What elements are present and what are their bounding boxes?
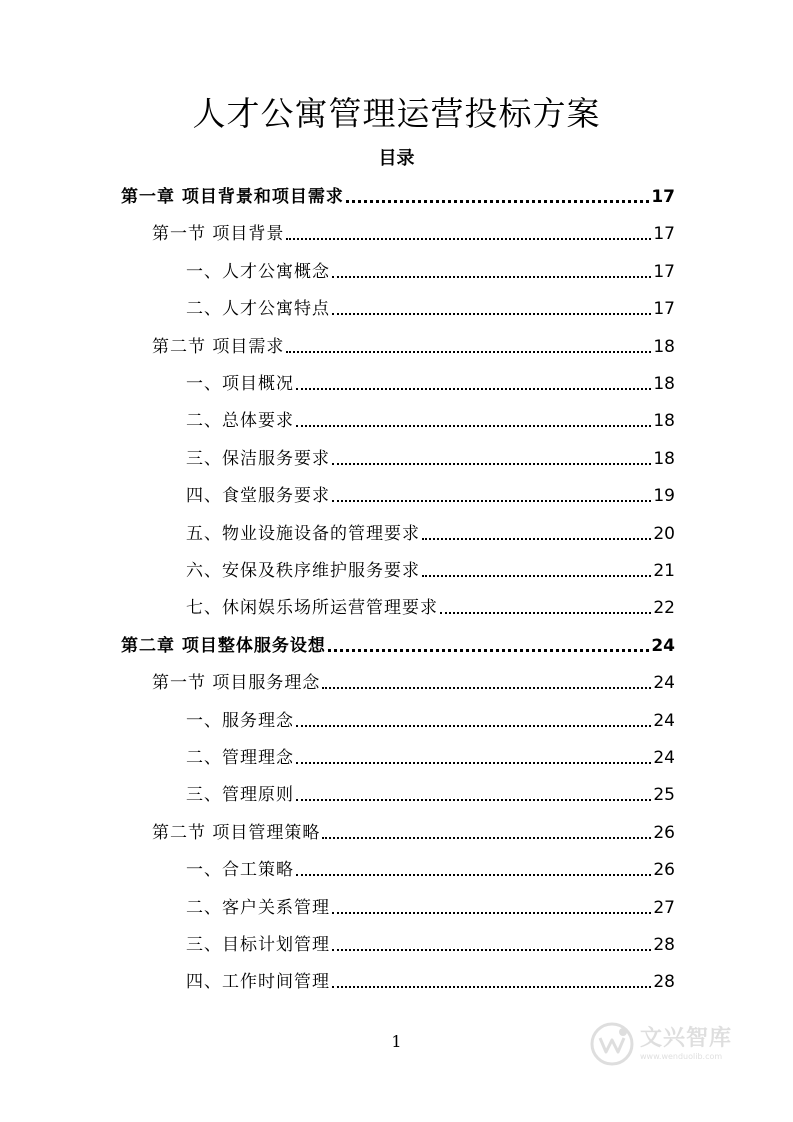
toc-entry-level-2[interactable] bbox=[152, 215, 675, 245]
toc-dot-leader bbox=[296, 425, 651, 427]
toc-dot-leader bbox=[296, 725, 651, 727]
toc-dot-leader bbox=[346, 200, 649, 203]
toc-dot-leader bbox=[332, 986, 651, 988]
toc-entry-level-3[interactable] bbox=[186, 889, 675, 919]
toc-dot-leader bbox=[296, 388, 651, 390]
toc-entry-level-3[interactable] bbox=[186, 963, 675, 993]
toc-entry-page: 24 bbox=[653, 748, 675, 768]
toc-entry-page: 28 bbox=[653, 972, 675, 992]
toc-dot-leader bbox=[328, 649, 649, 652]
toc-entry-label: 六、安保及秩序维护服务要求 bbox=[186, 561, 420, 581]
toc-entry-label: 第一章 项目背景和项目需求 bbox=[121, 187, 344, 207]
toc-entry-level-3[interactable] bbox=[186, 477, 675, 507]
toc-entry-label: 四、工作时间管理 bbox=[186, 972, 330, 992]
toc-entry-page: 18 bbox=[653, 449, 675, 469]
toc-entry-level-3[interactable] bbox=[186, 926, 675, 956]
toc-entry-label: 七、休闲娱乐场所运营管理要求 bbox=[186, 598, 438, 618]
toc-entry-page: 26 bbox=[653, 860, 675, 880]
toc-entry-label: 二、客户关系管理 bbox=[186, 898, 330, 918]
toc-entry-level-3[interactable] bbox=[186, 851, 675, 881]
toc-entry-label: 二、管理理念 bbox=[186, 748, 294, 768]
toc-entry-page: 24 bbox=[651, 636, 675, 656]
document-title: 人才公寓管理运营投标方案 bbox=[192, 94, 601, 133]
toc-dot-leader bbox=[332, 463, 651, 465]
toc-dot-leader bbox=[322, 687, 651, 689]
toc-entry-label: 二、总体要求 bbox=[186, 411, 294, 431]
toc-dot-leader bbox=[286, 238, 651, 240]
toc-entry-label: 第二章 项目整体服务设想 bbox=[121, 636, 326, 656]
toc-entry-level-3[interactable] bbox=[186, 253, 675, 283]
toc-entry-label: 第一节 项目背景 bbox=[152, 224, 285, 244]
toc-entry-level-2[interactable] bbox=[152, 814, 675, 844]
toc-entry-level-2[interactable] bbox=[152, 328, 675, 358]
toc-entry-label: 四、食堂服务要求 bbox=[186, 486, 330, 506]
toc-dot-leader bbox=[332, 949, 651, 951]
toc-entry-level-3[interactable] bbox=[186, 589, 675, 619]
toc-entry-label: 三、管理原则 bbox=[186, 785, 294, 805]
toc-entry-level-2[interactable] bbox=[152, 664, 675, 694]
toc-entry-page: 17 bbox=[653, 224, 675, 244]
toc-entry-level-3[interactable] bbox=[186, 739, 675, 769]
toc-entry-level-3[interactable] bbox=[186, 402, 675, 432]
toc-entry-label: 第一节 项目服务理念 bbox=[152, 673, 321, 693]
toc-entry-label: 三、保洁服务要求 bbox=[186, 449, 330, 469]
toc-entry-label: 三、目标计划管理 bbox=[186, 935, 330, 955]
toc-dot-leader bbox=[422, 538, 651, 540]
toc-dot-leader bbox=[332, 276, 651, 278]
toc-dot-leader bbox=[440, 612, 651, 614]
toc-entry-level-3[interactable] bbox=[186, 552, 675, 582]
toc-entry-page: 19 bbox=[653, 486, 675, 506]
watermark bbox=[590, 1018, 760, 1070]
toc-entry-page: 26 bbox=[653, 823, 675, 843]
toc-entry-page: 20 bbox=[653, 524, 675, 544]
toc-entry-level-3[interactable] bbox=[186, 440, 675, 470]
toc-entry-level-3[interactable] bbox=[186, 290, 675, 320]
toc-dot-leader bbox=[296, 799, 651, 801]
toc-entry-page: 27 bbox=[653, 898, 675, 918]
toc-dot-leader bbox=[422, 575, 651, 577]
toc-entry-label: 第二节 项目管理策略 bbox=[152, 823, 321, 843]
page-number: 1 bbox=[391, 1032, 402, 1051]
toc-entry-label: 一、服务理念 bbox=[186, 711, 294, 731]
toc-entry-level-1[interactable] bbox=[121, 627, 675, 657]
toc-entry-page: 21 bbox=[653, 561, 675, 581]
toc-dot-leader bbox=[332, 500, 651, 502]
toc-entry-level-3[interactable] bbox=[186, 702, 675, 732]
toc-entry-level-3[interactable] bbox=[186, 515, 675, 545]
watermark-url: www.wenduolib.com bbox=[640, 1052, 723, 1061]
toc-entry-label: 五、物业设施设备的管理要求 bbox=[186, 524, 420, 544]
toc-entry-page: 17 bbox=[653, 262, 675, 282]
watermark-name: 文兴智库 bbox=[640, 1026, 733, 1051]
toc-heading: 目录 bbox=[378, 148, 415, 169]
toc-entry-label: 二、人才公寓特点 bbox=[186, 299, 330, 319]
toc-entry-page: 24 bbox=[653, 711, 675, 731]
toc-dot-leader bbox=[286, 351, 651, 353]
toc-entry-page: 25 bbox=[653, 785, 675, 805]
toc-entry-level-3[interactable] bbox=[186, 776, 675, 806]
toc-entry-page: 18 bbox=[653, 337, 675, 357]
toc-entry-page: 18 bbox=[653, 374, 675, 394]
toc-entry-page: 17 bbox=[651, 187, 675, 207]
toc-entry-page: 22 bbox=[653, 598, 675, 618]
toc-entry-page: 18 bbox=[653, 411, 675, 431]
toc-entry-page: 24 bbox=[653, 673, 675, 693]
toc-entry-label: 第二节 项目需求 bbox=[152, 337, 285, 357]
toc-entry-level-1[interactable] bbox=[121, 178, 675, 208]
toc-dot-leader bbox=[322, 837, 651, 839]
toc-dot-leader bbox=[296, 762, 651, 764]
toc-dot-leader bbox=[332, 313, 651, 315]
toc-entry-page: 28 bbox=[653, 935, 675, 955]
toc-entry-label: 一、合工策略 bbox=[186, 860, 294, 880]
toc-dot-leader bbox=[332, 912, 651, 914]
toc-entry-label: 一、人才公寓概念 bbox=[186, 262, 330, 282]
toc-entry-level-3[interactable] bbox=[186, 365, 675, 395]
toc-entry-label: 一、项目概况 bbox=[186, 374, 294, 394]
wd-logo-icon bbox=[590, 1022, 634, 1066]
toc-dot-leader bbox=[296, 874, 651, 876]
toc-entry-page: 17 bbox=[653, 299, 675, 319]
watermark-text bbox=[640, 1026, 732, 1062]
